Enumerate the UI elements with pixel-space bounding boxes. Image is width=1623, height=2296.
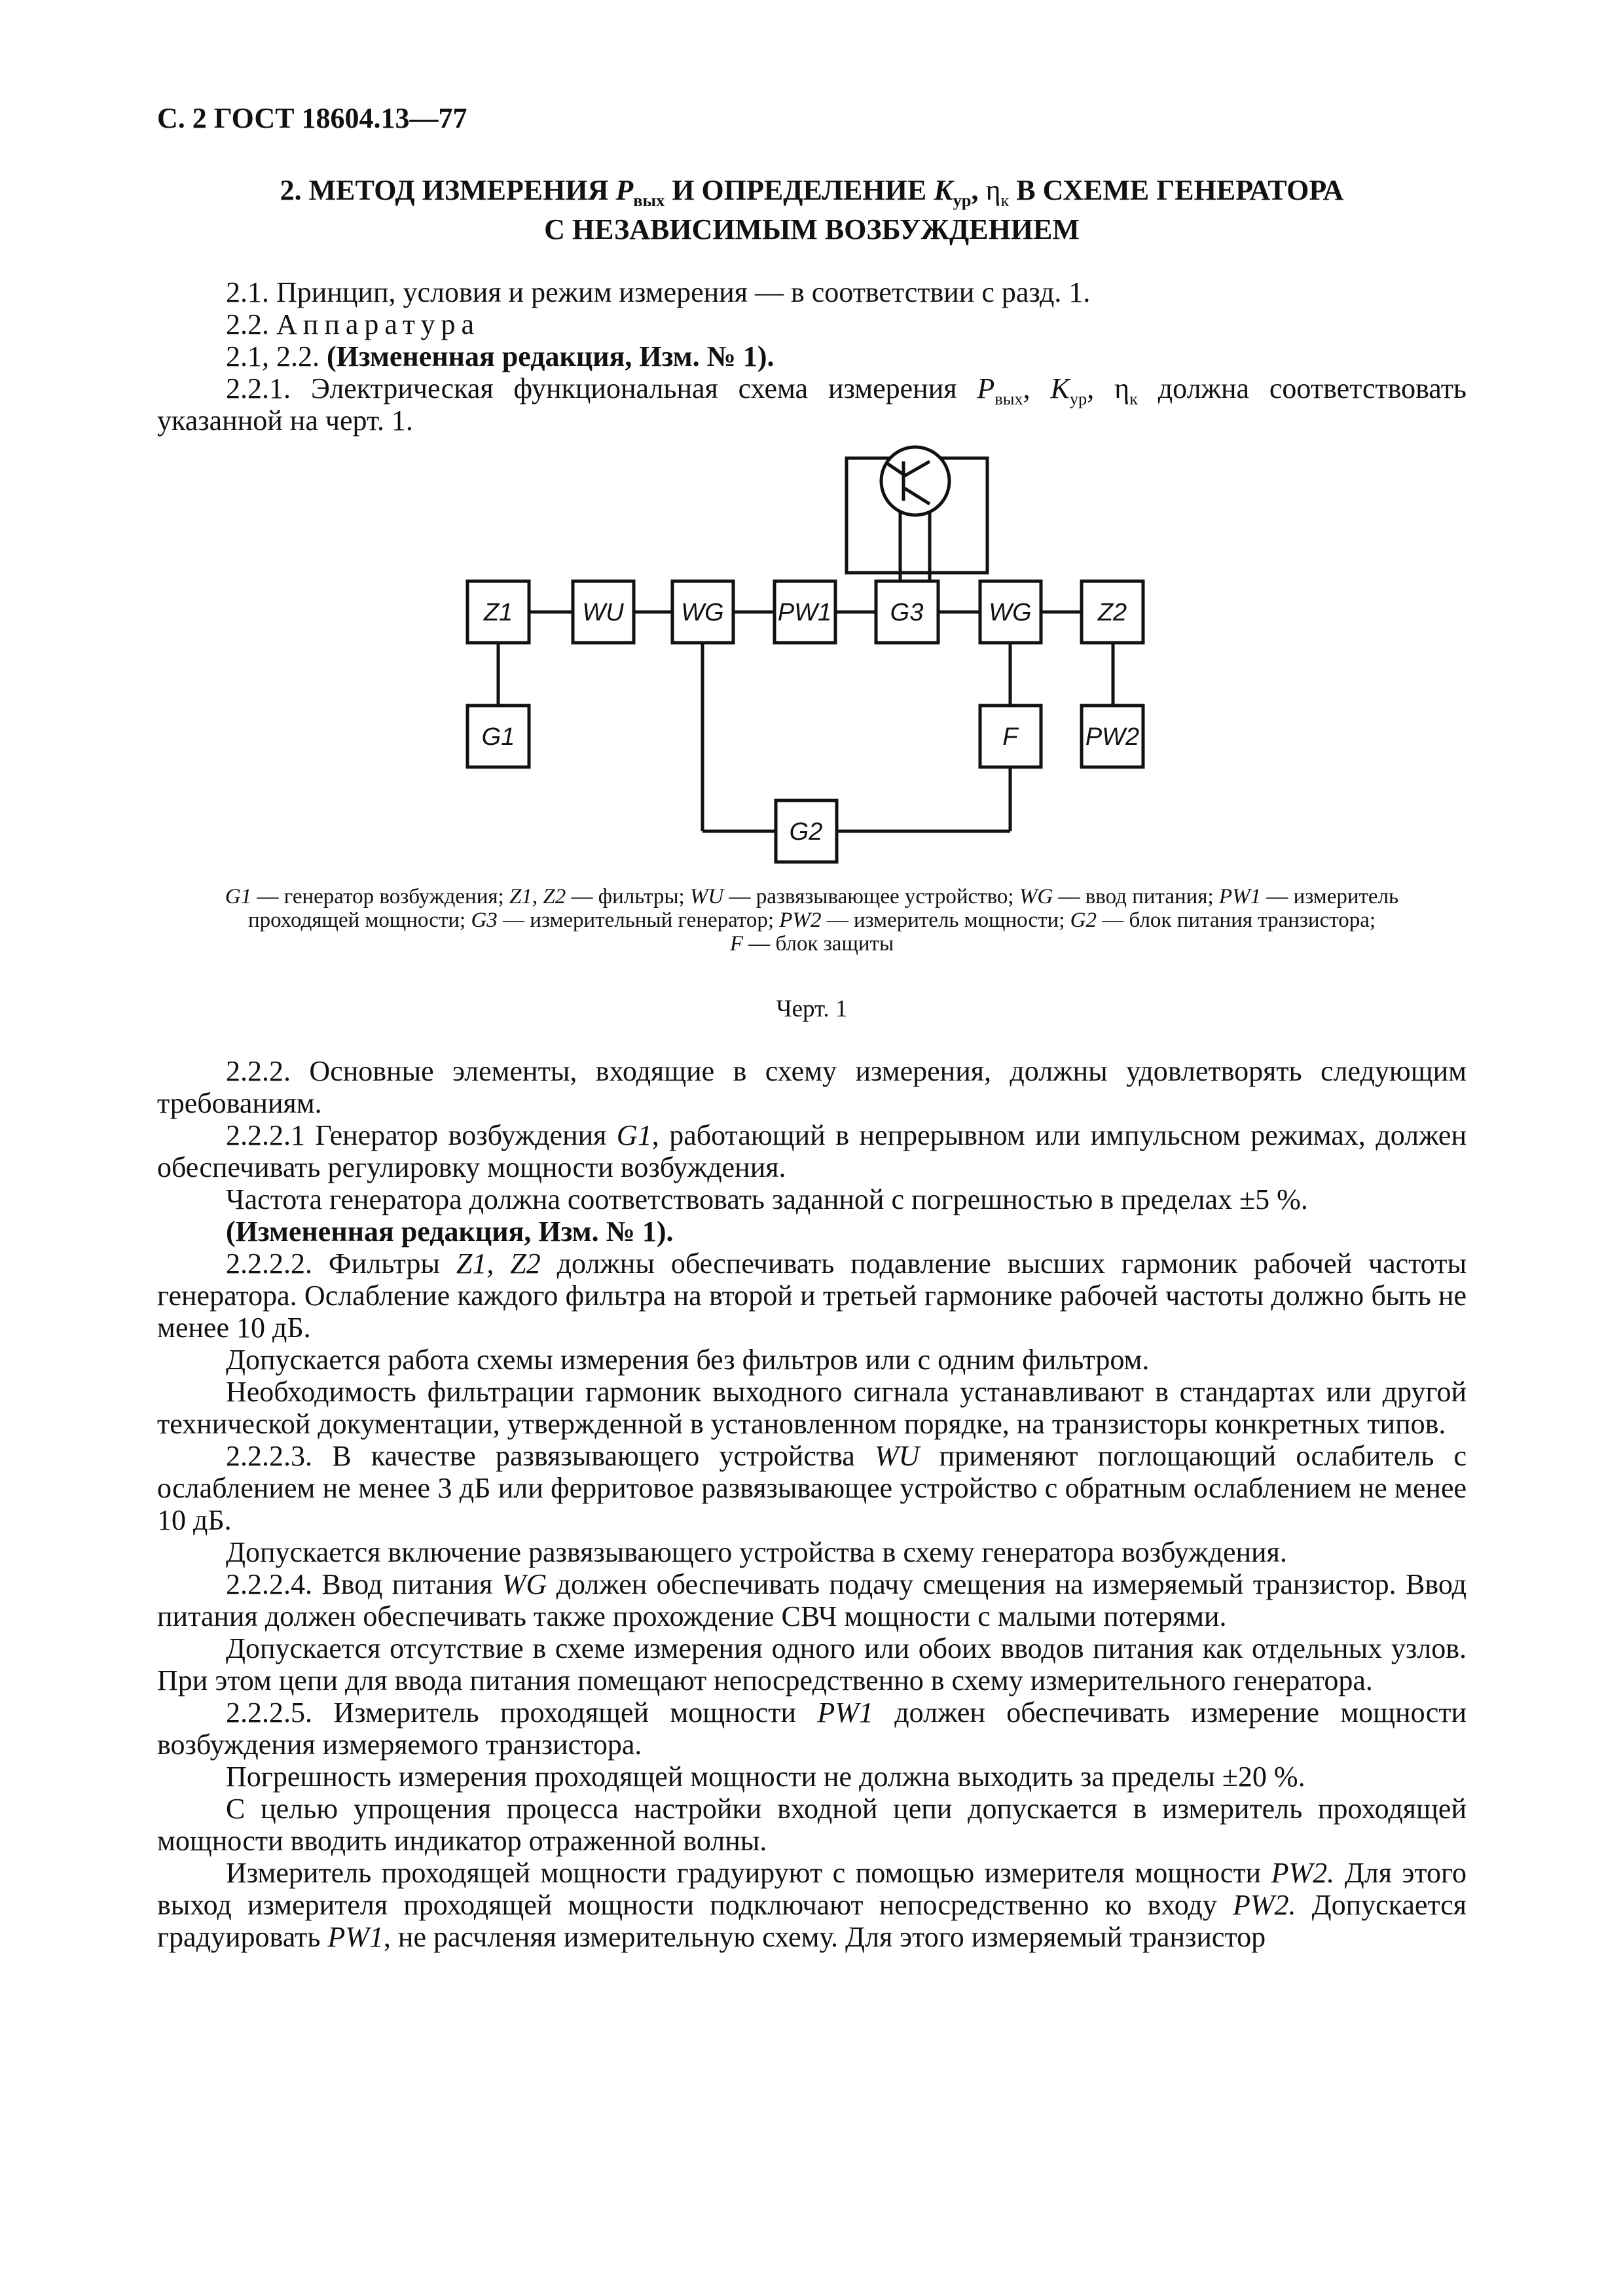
para-2-2-2-3: 2.2.2.3. В качестве развязывающего устройства WU применяют поглощающий ослабитель с ослаблением не менее 3 дБ или ферритовое развязывающее устройство с обратным ослаблением не менее 10 дБ. <box>157 1440 1467 1536</box>
figure-caption: Черт. 1 <box>776 996 848 1022</box>
section-title-line2: С НЕЗАВИСИМЫМ ВОЗБУЖДЕНИЕМ <box>544 213 1080 245</box>
para-allow-decoupler: Допускается включение развязывающего устройства в схему генератора возбуждения. <box>226 1536 1287 1568</box>
para-2-2-2-4: 2.2.2.4. Ввод питания WG должен обеспечивать подачу смещения на измеряемый транзистор. Ввод питания должен обеспечивать также прохождение СВЧ мощности с малыми потерями. <box>157 1568 1467 1632</box>
label-wg-left: WG <box>681 599 724 626</box>
requirements-block <box>157 1055 1467 1953</box>
label-z2: Z2 <box>1097 599 1127 626</box>
label-g3: G3 <box>890 599 924 626</box>
label-pw2: PW2 <box>1085 723 1140 751</box>
para-error: Погрешность измерения проходящей мощности не должна выходить за пределы ±20 %. <box>226 1761 1305 1793</box>
para-2-2: 2.2. Аппаратура <box>226 308 480 340</box>
figure-legend <box>157 885 1467 956</box>
para-2-2-2-2: 2.2.2.2. Фильтры Z1, Z2 должны обеспечивать подавление высших гармоник рабочей частоты генератора. Ослабление каждого фильтра на второй и третьей гармонике рабочей частоты должно быть не менее 10 дБ. <box>157 1247 1467 1344</box>
label-wg-right: WG <box>989 599 1032 626</box>
legend-line-3: F — блок защиты <box>729 932 894 956</box>
para-calibration: Измеритель проходящей мощности градуируют с помощью измерителя мощности PW2. Для этого выход измерителя проходящей мощности подключают непосредственно ко входу PW2. Допускается градуировать PW1, не расчленяя измерительную схему. Для этого измеряемый транзистор <box>157 1857 1467 1953</box>
para-2-2-2: 2.2.2. Основные элементы, входящие в схему измерения, должны удовлетворять следующим требованиям. <box>157 1055 1467 1119</box>
label-g1: G1 <box>481 723 515 751</box>
page-header: С. 2 ГОСТ 18604.13—77 <box>157 102 467 134</box>
para-2-2-2-5: 2.2.2.5. Измеритель проходящей мощности PW1 должен обеспечивать измерение мощности возбуждения измеряемого транзистора. <box>157 1696 1467 1761</box>
label-f: F <box>1002 723 1018 751</box>
para-2-1: 2.1. Принцип, условия и режим измерения — в соответствии с разд. 1. <box>226 276 1091 308</box>
para-amend-1: 2.1, 2.2. (Измененная редакция, Изм. № 1). <box>226 340 775 372</box>
para-2-2-1: 2.2.1. Электрическая функциональная схема измерения $P_{вых}$, $K_{ур}$, $\eta_к$ должна соответствовать указанной на черт. 1. <box>157 372 1467 437</box>
circuit-diagram <box>0 0 1623 877</box>
para-allow-absence: Допускается отсутствие в схеме измерения одного или обоих вводов питания как отдельных узлов. При этом цепи для ввода питания помещают непосредственно в схему измерительного генератора. <box>157 1632 1467 1696</box>
label-g2: G2 <box>789 818 823 846</box>
para-necessity: Необходимость фильтрации гармоник выходного сигнала устанавливают в стандартах или другой технической документации, утвержденной в установленном порядке, на транзисторы конкретных типов. <box>157 1376 1467 1440</box>
para-allow-filters: Допускается работа схемы измерения без фильтров или с одним фильтром. <box>226 1344 1150 1376</box>
legend-line-2: проходящей мощности; G3 — измерительный генератор; PW2 — измеритель мощности; G2 — блок питания транзистора; <box>247 908 1376 932</box>
para-simplify: С целью упрощения процесса настройки входной цепи допускается в измеритель проходящей мощности вводить индикатор отраженной волны. <box>157 1793 1467 1857</box>
legend-line-1: G1 — генератор возбуждения; Z1, Z2 — фильтры; WU — развязывающее устройство; WG — ввод питания; PW1 — измеритель <box>225 885 1399 908</box>
para-frequency: Частота генератора должна соответствовать заданной с погрешностью в пределах ±5 %. <box>226 1183 1308 1215</box>
para-2-2-2-1: 2.2.2.1 Генератор возбуждения G1, работающий в непрерывном или импульсном режимах, должен обеспечивать регулировку мощности возбуждения. <box>157 1119 1467 1183</box>
section-title-line1: 2. МЕТОД ИЗМЕРЕНИЯ $P_{вых}$ И ОПРЕДЕЛЕНИЕ $K_{ур}$, $\eta_к$ В СХЕМЕ ГЕНЕРАТОРА <box>280 174 1344 210</box>
label-pw1: PW1 <box>777 599 832 626</box>
para-amend-2: (Измененная редакция, Изм. № 1). <box>226 1215 674 1247</box>
label-wu: WU <box>582 599 624 626</box>
label-z1: Z1 <box>483 599 513 626</box>
